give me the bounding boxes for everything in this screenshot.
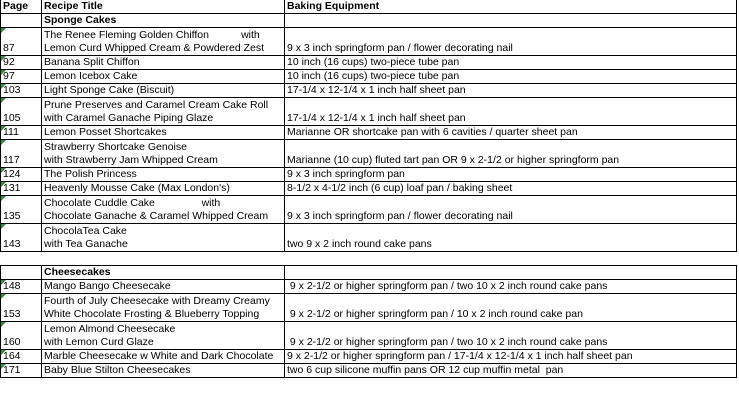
- blank-row: [1, 252, 737, 266]
- recipe-title-cell[interactable]: [42, 322, 285, 350]
- recipe-title-cell[interactable]: [42, 196, 285, 224]
- page-cell[interactable]: 87: [1, 28, 42, 56]
- table-row: [1, 28, 737, 56]
- section-title[interactable]: Cheesecakes: [42, 266, 285, 280]
- recipe-title-line: Lemon Almond Cheesecake: [44, 323, 176, 335]
- page-cell[interactable]: 171: [1, 364, 42, 378]
- equipment-cell[interactable]: 9 x 2-1/2 or higher springform pan / two 10 x 2 inch round cake pans: [285, 280, 737, 294]
- page-cell[interactable]: 164: [1, 350, 42, 364]
- recipe-title-line: The Renee Fleming Golden Chiffon with: [44, 29, 260, 41]
- page-cell[interactable]: 111: [1, 126, 42, 140]
- equipment-cell[interactable]: 10 inch (16 cups) two-piece tube pan: [285, 70, 737, 84]
- table-row: [1, 70, 737, 84]
- table-row: [1, 364, 737, 378]
- recipe-title-line: with Strawberry Jam Whipped Cream: [44, 154, 218, 166]
- page-cell[interactable]: 131: [1, 182, 42, 196]
- table-row: [1, 126, 737, 140]
- equipment-cell[interactable]: 9 x 2-1/2 or higher springform pan / two 10 x 2 inch round cake pans: [285, 322, 737, 350]
- equipment-cell[interactable]: 9 x 2-1/2 or higher springform pan / 17-1/4 x 12-1/4 x 1 inch half sheet pan: [285, 350, 737, 364]
- empty-cell[interactable]: [285, 266, 737, 280]
- recipe-title-line: Baby Blue Stilton Cheesecakes: [44, 364, 191, 376]
- recipe-title-line: Fourth of July Cheesecake with Dreamy Creamy: [44, 295, 270, 307]
- page-cell[interactable]: 124: [1, 168, 42, 182]
- header-page[interactable]: Page: [1, 0, 42, 14]
- equipment-cell[interactable]: 8-1/2 x 4-1/2 inch (6 cup) loaf pan / baking sheet: [285, 182, 737, 196]
- equipment-cell[interactable]: 17-1/4 x 12-1/4 x 1 inch half sheet pan: [285, 84, 737, 98]
- recipe-title-line: Lemon Posset Shortcakes: [44, 126, 167, 138]
- section-row: [1, 14, 737, 28]
- header-baking-equipment[interactable]: Baking Equipment: [285, 0, 737, 14]
- recipe-title-line: Lemon Icebox Cake: [44, 70, 138, 82]
- table-row: [1, 196, 737, 224]
- page-cell[interactable]: 92: [1, 56, 42, 70]
- section-row: [1, 266, 737, 280]
- recipe-title-line: Mango Bango Cheesecake: [44, 280, 171, 292]
- empty-cell[interactable]: [285, 252, 737, 266]
- recipe-title-cell[interactable]: [42, 98, 285, 126]
- table-row: [1, 98, 737, 126]
- table-row: [1, 182, 737, 196]
- page-cell[interactable]: 143: [1, 224, 42, 252]
- equipment-cell[interactable]: 10 inch (16 cups) two-piece tube pan: [285, 56, 737, 70]
- recipe-title-cell[interactable]: [42, 56, 285, 70]
- recipe-title-cell[interactable]: [42, 280, 285, 294]
- equipment-cell[interactable]: 9 x 3 inch springform pan: [285, 168, 737, 182]
- equipment-cell[interactable]: two 9 x 2 inch round cake pans: [285, 224, 737, 252]
- table-row: [1, 280, 737, 294]
- page-cell[interactable]: 135: [1, 196, 42, 224]
- recipe-title-line: with Tea Ganache: [44, 238, 128, 250]
- recipe-title-cell[interactable]: [42, 70, 285, 84]
- equipment-cell[interactable]: 17-1/4 x 12-1/4 x 1 inch half sheet pan: [285, 98, 737, 126]
- empty-cell[interactable]: [1, 252, 42, 266]
- recipe-title-cell[interactable]: [42, 140, 285, 168]
- recipe-title-cell[interactable]: [42, 168, 285, 182]
- page-cell[interactable]: 160: [1, 322, 42, 350]
- recipe-title-cell[interactable]: [42, 182, 285, 196]
- table-row: [1, 294, 737, 322]
- recipe-title-line: Banana Split Chiffon: [44, 56, 140, 68]
- recipe-title-cell[interactable]: [42, 224, 285, 252]
- page-cell[interactable]: 103: [1, 84, 42, 98]
- page-cell[interactable]: 148: [1, 280, 42, 294]
- equipment-cell[interactable]: Marianne (10 cup) fluted tart pan OR 9 x 2-1/2 or higher springform pan: [285, 140, 737, 168]
- recipe-title-cell[interactable]: [42, 364, 285, 378]
- header-row: [1, 0, 737, 14]
- recipe-title-cell[interactable]: [42, 294, 285, 322]
- recipe-title-cell[interactable]: [42, 28, 285, 56]
- empty-cell[interactable]: [1, 14, 42, 28]
- table-row: [1, 322, 737, 350]
- page-cell[interactable]: 97: [1, 70, 42, 84]
- page-cell[interactable]: 117: [1, 140, 42, 168]
- recipe-title-cell[interactable]: [42, 126, 285, 140]
- table-row: [1, 56, 737, 70]
- empty-cell[interactable]: [1, 266, 42, 280]
- recipe-title-line: Light Sponge Cake (Biscuit): [44, 84, 175, 96]
- recipe-title-line: White Chocolate Frosting & Blueberry Topping: [44, 308, 260, 320]
- recipe-title-line: with Caramel Ganache Piping Glaze: [44, 112, 214, 124]
- table-row: [1, 168, 737, 182]
- page-cell[interactable]: 105: [1, 98, 42, 126]
- header-recipe-title[interactable]: Recipe Title: [42, 0, 285, 14]
- recipe-title-cell[interactable]: [42, 84, 285, 98]
- recipe-title-line: with Lemon Curd Glaze: [44, 336, 154, 348]
- recipe-title-line: Chocolate Cuddle Cake with: [44, 197, 221, 209]
- equipment-cell[interactable]: 9 x 2-1/2 or higher springform pan / 10 x 2 inch round cake pan: [285, 294, 737, 322]
- equipment-cell[interactable]: 9 x 3 inch springform pan / flower decorating nail: [285, 28, 737, 56]
- recipe-title-line: ChocolaTea Cake: [44, 225, 127, 237]
- page-cell[interactable]: 153: [1, 294, 42, 322]
- recipe-title-line: Marble Cheesecake w White and Dark Chocolate: [44, 350, 274, 362]
- equipment-cell[interactable]: 9 x 3 inch springform pan / flower decorating nail: [285, 196, 737, 224]
- recipe-title-line: Prune Preserves and Caramel Cream Cake Roll: [44, 99, 269, 111]
- empty-cell[interactable]: [42, 252, 285, 266]
- recipe-title-line: Lemon Curd Whipped Cream & Powdered Zest: [44, 42, 265, 54]
- equipment-cell[interactable]: Marianne OR shortcake pan with 6 cavities / quarter sheet pan: [285, 126, 737, 140]
- table-row: [1, 350, 737, 364]
- empty-cell[interactable]: [285, 14, 737, 28]
- table-row: [1, 84, 737, 98]
- recipe-title-line: The Polish Princess: [44, 168, 137, 180]
- section-title[interactable]: Sponge Cakes: [42, 14, 285, 28]
- table-row: [1, 140, 737, 168]
- recipe-title-line: Heavenly Mousse Cake (Max London's): [44, 182, 230, 194]
- equipment-cell[interactable]: two 6 cup silicone muffin pans OR 12 cup muffin metal pan: [285, 364, 737, 378]
- recipe-title-line: Strawberry Shortcake Genoise: [44, 141, 187, 153]
- recipe-title-line: Chocolate Ganache & Caramel Whipped Cream: [44, 210, 269, 222]
- table-row: [1, 224, 737, 252]
- recipe-title-cell[interactable]: [42, 350, 285, 364]
